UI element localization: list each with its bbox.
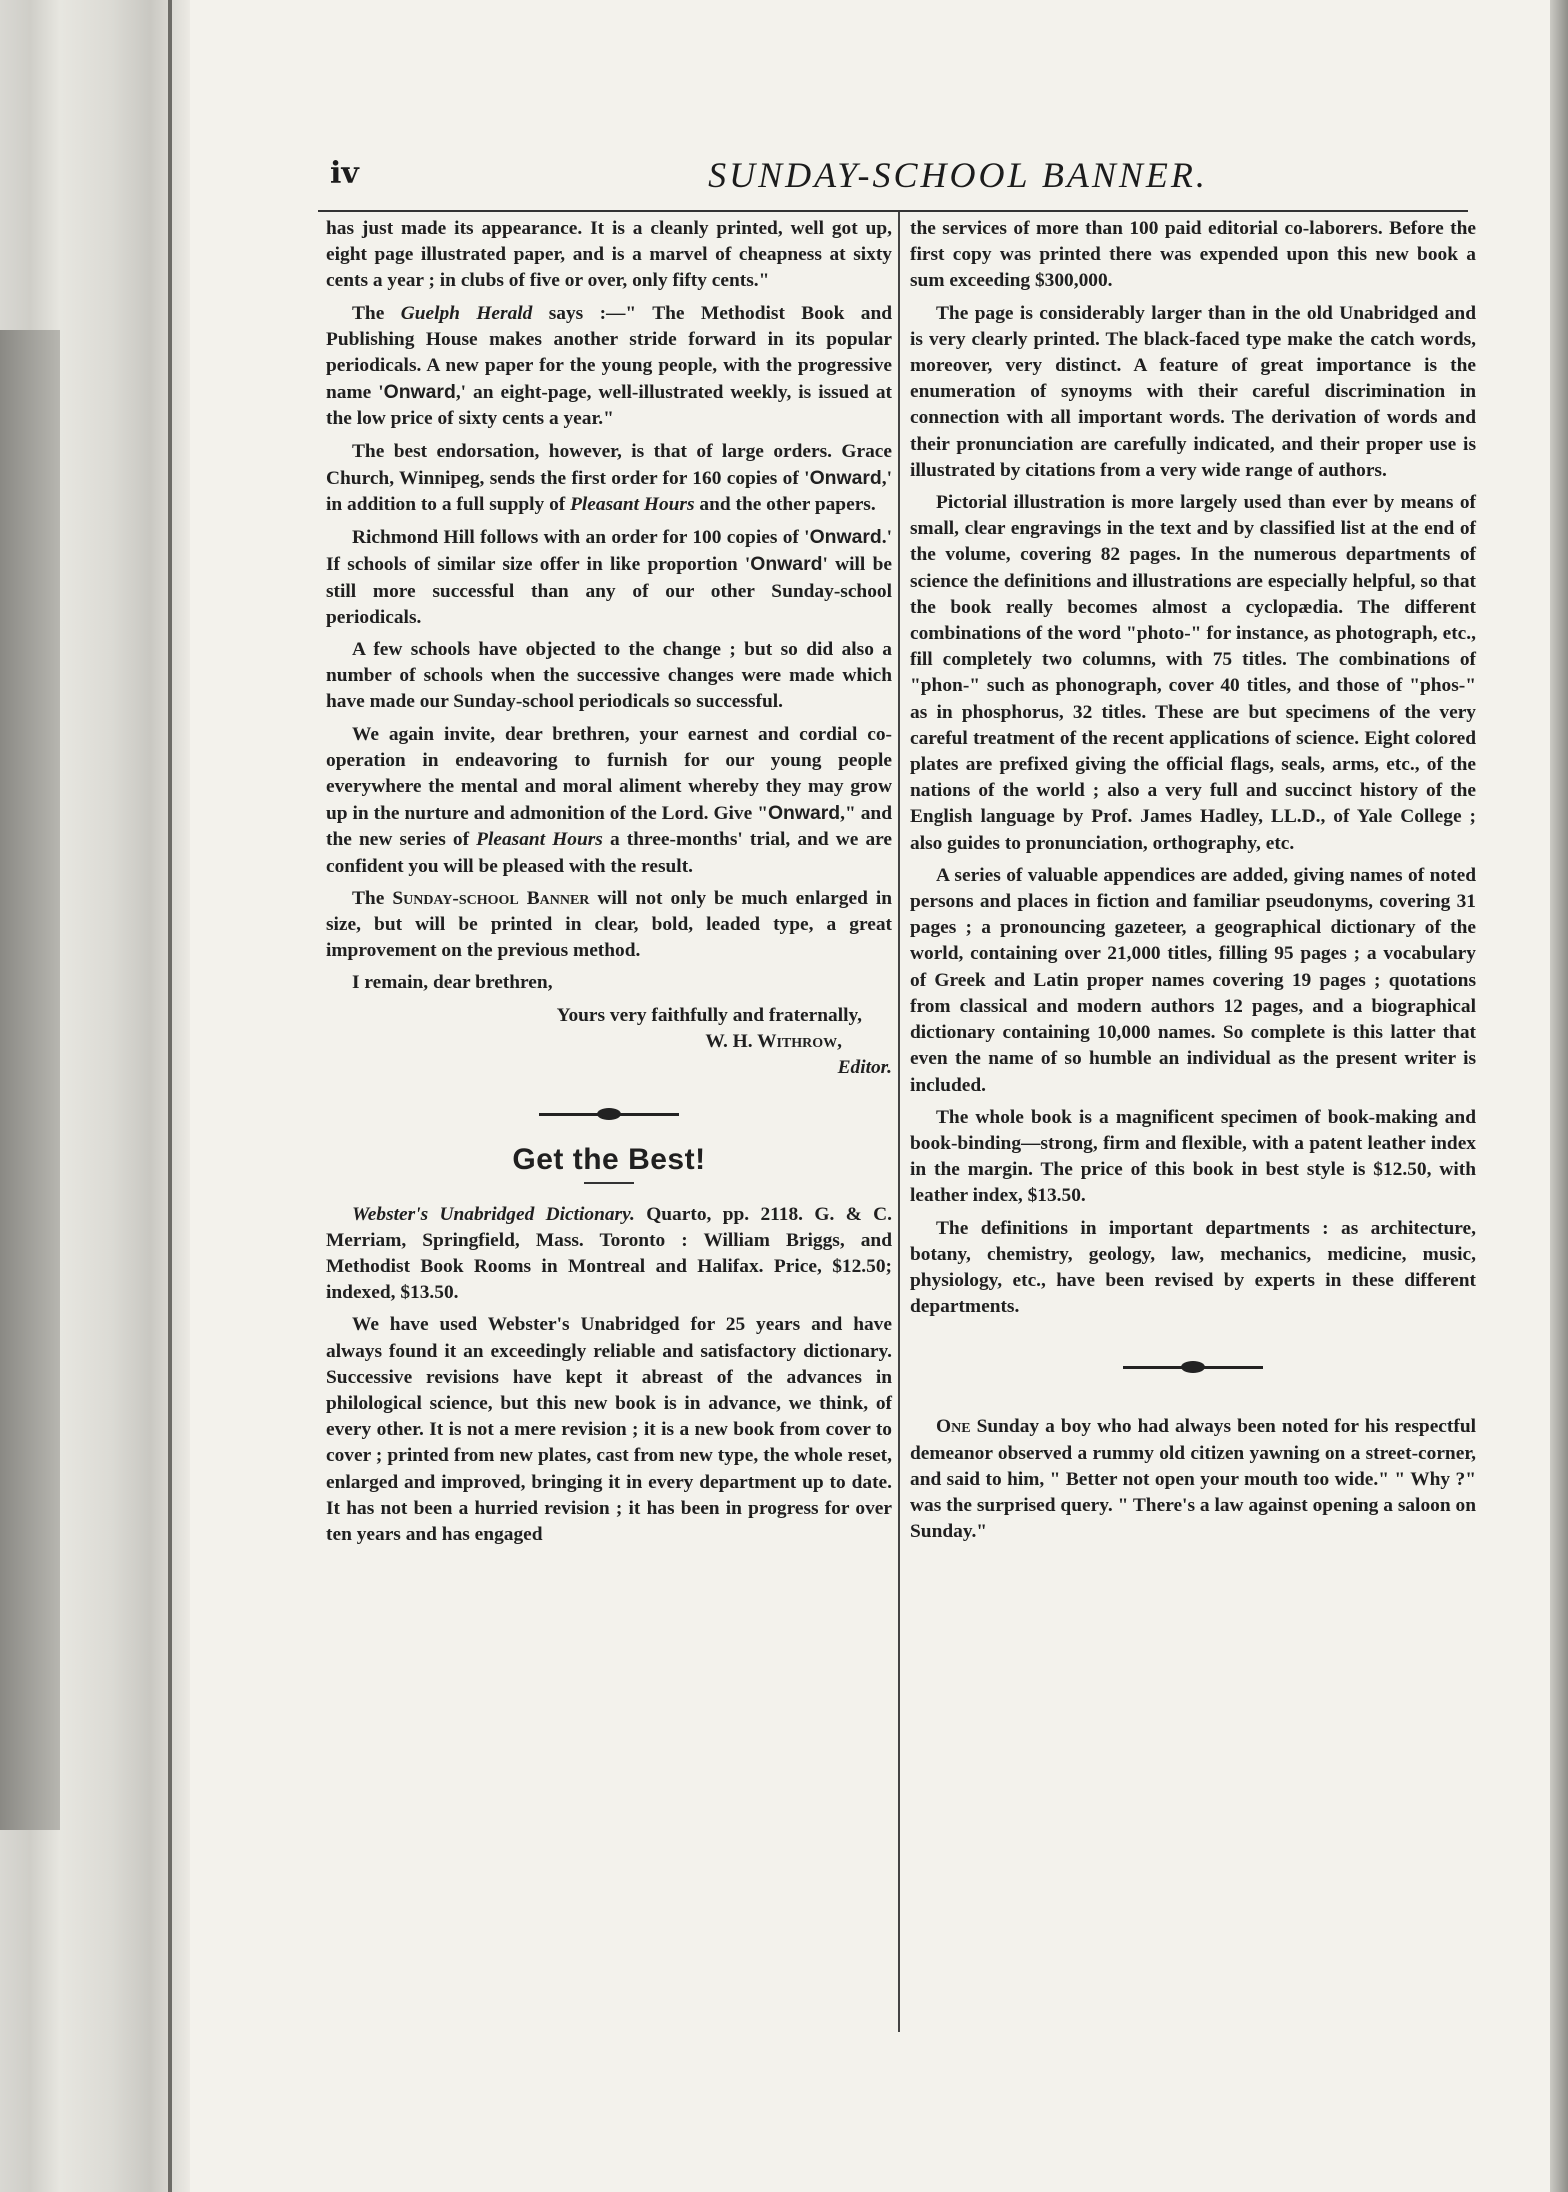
- paragraph: We again invite, dear brethren, your earnest and cordial co-operation in endeavoring to furnish for our young people everywhere the mental and moral aliment whereby they may grow up in the nurture and admonition of the Lord. Give "Onward," and the new series of Pleasant Hours a three-months' trial, and we are confident you will be pleased with the result.: [326, 723, 892, 877]
- paragraph: We have used Webster's Unabridged for 25 years and have always found it an exceedingly reliable and satisfactory dictionary. Successive revisions have kept it abreast of the advances in philological science, but this new book is in advance, we think, of every other. It is not a mere revision ; it is a new book from cover to cover ; printed from new plates, cast from new type, the whole reset, enlarged and improved, bringing it in every department up to date. It has not been a hurried revision ; it has been in progress for over ten years and has engaged: [326, 1314, 892, 1545]
- section-title: Get the Best!: [512, 1143, 706, 1177]
- paragraph: A few schools have objected to the change ; but so did also a number of schools when the successive changes were made which have made our Sunday-school periodicals so successful.: [326, 639, 892, 713]
- running-title: SUNDAY-SCHOOL BANNER.: [708, 155, 1208, 195]
- paragraph: The Sunday-school Banner will not only be much enlarged in size, but will be printed in clear, bold, leaded type, a great improvement on the previous method.: [326, 887, 892, 962]
- signature-title: Editor.: [837, 1057, 892, 1079]
- scan-binding-edge: [0, 0, 190, 2192]
- ornament-divider: [539, 1107, 679, 1121]
- page-header: [318, 140, 1478, 200]
- paragraph: The best endorsation, however, is that of large orders. Grace Church, Winnipeg, sends the first order for 160 copies of 'Onward,' in addition to a full supply of Pleasant Hours and the other papers.: [326, 440, 892, 516]
- paragraph: Pictorial illustration is more largely used than ever by means of small, clear engravings in the text and by classified list at the end of the volume, covering 82 pages. In the numerous departments of science the definitions and illustrations are especially helpful, so that the book really becomes almost a cyclopædia. The different combinations of the word "photo-" for instance, as photograph, etc., fill completely two columns, with 75 titles. The combinations of "phon-" such as phonograph, cover 40 titles, and those of "phos-" as in phosphorus, 32 titles. These are but specimens of the very careful treatment of the recent applications of science. Eight colored plates are prefixed giving the official flags, seals, arms, etc., of the nations of the world ; also a very full and succinct history of the English language by Prof. James Hadley, LL.D., of Yale College ; also guides to pronunciation, orthography, etc.: [910, 492, 1476, 854]
- signature-line: Yours very faithfully and fraternally,: [556, 1004, 862, 1026]
- scan-binding-line: [168, 0, 172, 2192]
- column-divider: [898, 212, 900, 2032]
- book-citation: Webster's Unabridged Dictionary. Quarto, pp. 2118. G. & C. Merriam, Springfield, Mass. Toronto : William Briggs, and Methodist Book Rooms in Montreal and Halifax. Price, $12.50; indexed, $13.50.: [326, 1203, 892, 1304]
- left-column: [326, 216, 892, 1554]
- paragraph: The page is considerably larger than in the old Unabridged and is very clearly printed. The black-faced type make the catch words, moreover, very distinct. A feature of great importance is the enumeration of synoyms with their careful discrimination in connection with all important words. The derivation of words and their pronunciation are carefully indicated, and their proper use is illustrated by citations from a very wide range of authors.: [910, 302, 1476, 481]
- paragraph: The whole book is a magnificent specimen of book-making and book-binding—strong, firm and flexible, with a patent leather index in the margin. The price of this book in best style is $12.50, with leather index, $13.50.: [910, 1106, 1476, 1207]
- paragraph: Richmond Hill follows with an order for 100 copies of 'Onward.' If schools of similar size offer in like proportion 'Onward' will be still more successful than any of our other Sunday-school periodicals.: [326, 526, 892, 628]
- paragraph: The Guelph Herald says :—" The Methodist Book and Publishing House makes another stride forward in its popular periodicals. A new paper for the young people, with the progressive name 'Onward,' an eight-page, well-illustrated weekly, is issued at the low price of sixty cents a year.": [326, 302, 893, 430]
- paragraph: The definitions in important departments : as architecture, botany, chemistry, geology, law, mechanics, medicine, music, physiology, etc., have been revised by experts in these different departments.: [910, 1217, 1476, 1318]
- ornament-divider: [1123, 1360, 1263, 1374]
- scan-shadow: [0, 330, 60, 1830]
- paragraph: the services of more than 100 paid editorial co-laborers. Before the first copy was printed there was expended upon this new book a sum exceeding $300,000.: [910, 218, 1476, 292]
- header-rule: [318, 210, 1468, 212]
- closing-line: I remain, dear brethren,: [352, 972, 553, 994]
- page-number: iv: [330, 156, 359, 191]
- document-page: [318, 120, 1478, 2020]
- anecdote: One Sunday a boy who had always been noted for his respectful demeanor observed a rummy old citizen yawning on a street-corner, and said to him, " Better not open your mouth too wide." " Why ?" was the surprised query. " There's a law against opening a saloon on Sunday.": [910, 1416, 1476, 1543]
- paragraph: has just made its appearance. It is a cleanly printed, well got up, eight page illustrated paper, and is a marvel of cheapness at sixty cents a year ; in clubs of five or over, only fifty cents.": [326, 218, 892, 292]
- signature-name: W. H. Withrow,: [705, 1030, 842, 1052]
- right-column: [910, 216, 1476, 1551]
- scan-right-edge: [1550, 0, 1568, 2192]
- paragraph: A series of valuable appendices are added, giving names of noted persons and places in fiction and familiar pseudonyms, covering 31 pages ; a pronouncing gazeteer, a geographical dictionary of the world, containing over 21,000 titles, filling 95 pages ; a vocabulary of Greek and Latin proper names covering 19 pages ; quotations from classical and modern authors 12 pages, and a biographical dictionary containing 10,000 names. So complete is this latter that even the name of so humble an individual as the present writer is included.: [910, 864, 1476, 1096]
- title-rule: [584, 1182, 634, 1184]
